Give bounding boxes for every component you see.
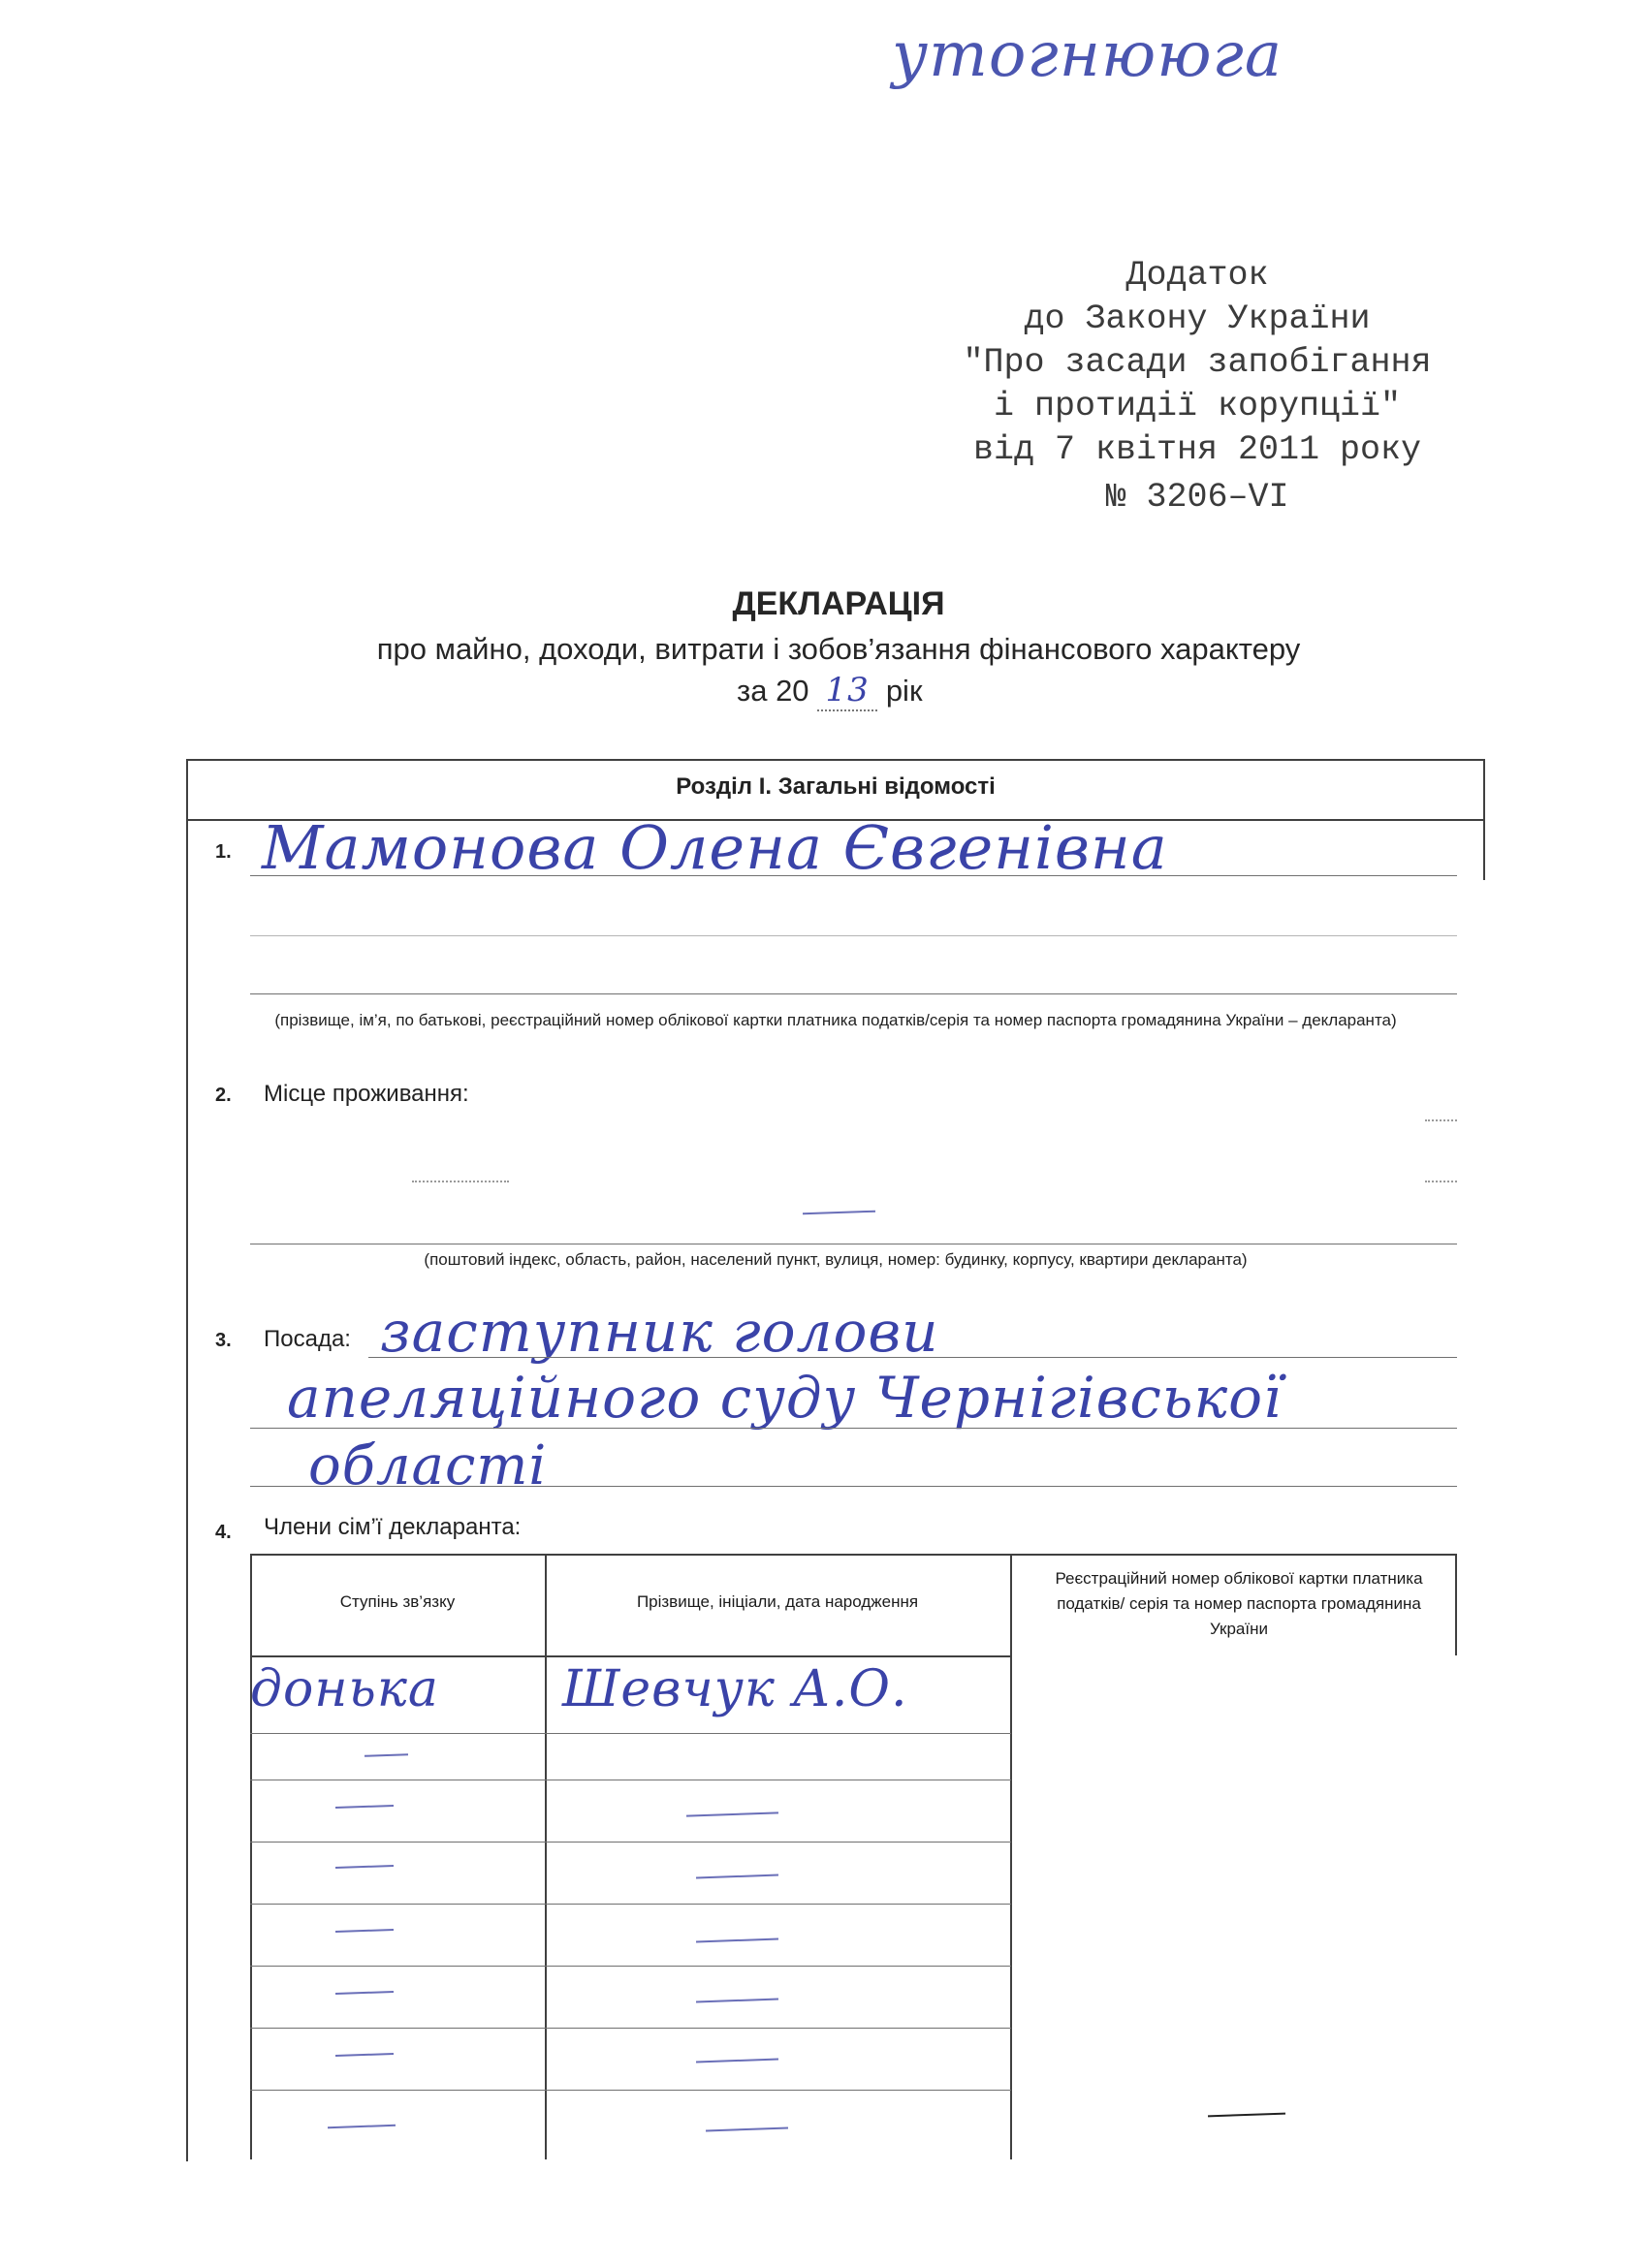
item3-number: 3. [215,1330,232,1351]
family-name-1: Шевчук А.О. [562,1660,908,1718]
residence-label: Місце проживання: [264,1081,469,1107]
item1-line-3 [250,993,1457,994]
position-line-1 [368,1357,1457,1358]
empty-dash-r6-c2 [696,2059,778,2063]
position-value-line-2: апеляційного суду Чернігівської [287,1365,1283,1431]
item4-number: 4. [215,1522,232,1543]
table-left-border [250,1554,252,2159]
table-row-line-6 [250,2028,1011,2029]
item1-number: 1. [215,841,232,863]
empty-dash-r3-c1 [335,1865,394,1869]
year-prefix: за 20 [737,674,809,708]
table-row-line-4 [250,1904,1011,1905]
annex-line-6: № 3206–VI [1105,478,1289,517]
item1-line-2 [250,935,1457,936]
table-header-relation: Ступінь зв’язку [339,1592,456,1611]
position-value-line-1: заступник голови [380,1299,939,1365]
family-relation-1: донька [250,1660,439,1718]
frame-top-border [186,759,1485,761]
table-row-line-3 [250,1842,1011,1843]
annex-line-2: до Закону України [1024,299,1371,338]
frame-left-border [186,759,188,2161]
item2-caption: (поштовий індекс, область, район, населений пункт, вулиця, номер: будинку, корпусу, квартири декларанта) [424,1250,1248,1269]
empty-dash-r6-c1 [335,2053,394,2057]
empty-dash-r3-c2 [696,1874,778,1879]
empty-dash-r7-c2 [706,2127,788,2132]
residence-line-3 [1425,1181,1457,1182]
empty-dash-r7-c1 [328,2125,396,2128]
position-value-line-3: області [308,1434,548,1497]
table-col-divider-1 [545,1554,547,2159]
table-header-name: Прізвище, ініціали, дата народження [636,1592,919,1611]
residence-line-2 [412,1181,509,1182]
empty-dash-r1-c1 [364,1753,408,1757]
year-suffix: рік [885,674,923,708]
declarant-name: Мамонова Олена Євгенівна [262,812,1168,883]
empty-dash-r5-c1 [335,1991,394,1995]
empty-dash-r4-c1 [335,1929,394,1933]
item2-number: 2. [215,1085,232,1106]
empty-dash-r2-c1 [335,1805,394,1809]
item1-caption: (прізвище, ім’я, по батькові, реєстраційний номер облікової картки платника податків/серія та номер паспорта громадянина України – декларанта) [274,1011,1397,1029]
empty-dash-r2-c2 [686,1811,778,1816]
residence-line-1 [1425,1119,1457,1121]
position-label: Посада: [264,1326,351,1352]
table-row-line-5 [250,1966,1011,1967]
annex-line-4: і протидії корупції" [993,387,1402,425]
table-header-divider [250,1655,1011,1657]
annex-block [926,254,1469,520]
position-line-3 [250,1486,1457,1487]
declaration-year-line [737,671,923,711]
table-top-border [250,1554,1457,1556]
position-line-2 [250,1428,1457,1429]
annex-line-5: від 7 квітня 2011 року [972,430,1422,469]
empty-dash-r5-c2 [696,1999,778,2003]
section-title: Розділ I. Загальні відомості [676,773,996,800]
table-right-border [1455,1554,1457,1655]
declaration-title: ДЕКЛАРАЦІЯ [732,585,945,622]
declaration-subtitle: про майно, доходи, витрати і зобов’язання фінансового характеру [376,632,1301,666]
table-row-line-7 [250,2090,1011,2091]
annex-line-1: Додаток [1125,256,1269,295]
item1-line-1 [250,875,1457,876]
table-col-divider-2 [1010,1554,1012,2159]
table-row-line-1 [250,1733,1011,1734]
family-table [250,1554,1457,2159]
year-value-field [817,671,877,711]
annex-line-3: "Про засади запобігання [963,343,1432,382]
handwritten-note: утогнююга [892,19,1284,91]
empty-dash-r4-c2 [696,1938,778,1943]
year-value: 13 [825,671,870,709]
empty-dash-r7-c3 [1208,2113,1285,2118]
residence-dash [803,1211,875,1215]
family-label: Члени сім’ї декларанта: [264,1514,522,1540]
table-header-id: Реєстраційний номер облікової картки платника податків/ серія та номер паспорта громадянина України [1055,1569,1423,1638]
